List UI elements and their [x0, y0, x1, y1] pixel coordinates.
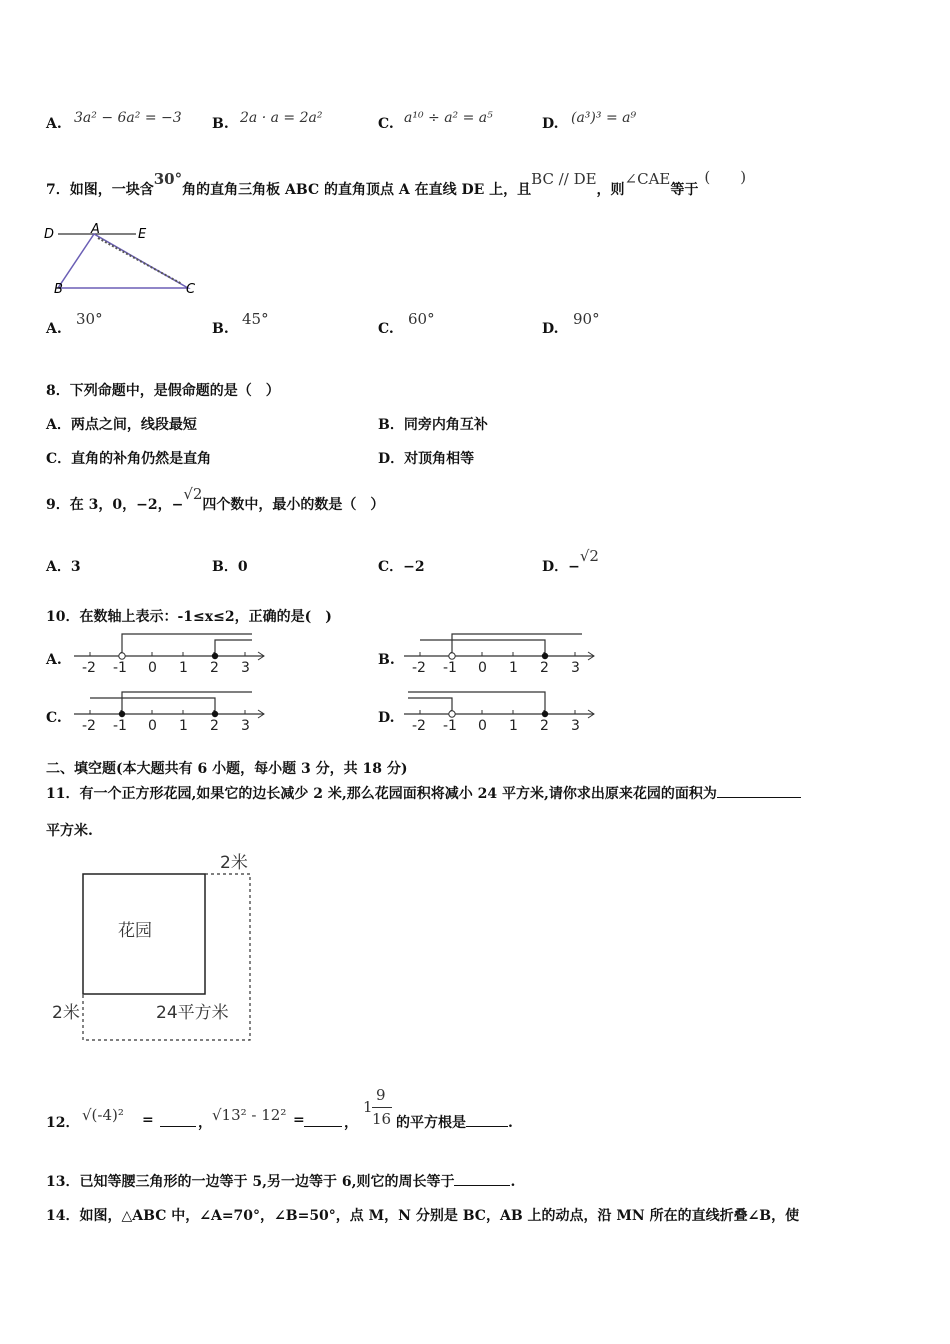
tick-label: -1	[443, 718, 457, 734]
q11-stem: 11．有一个正方形花园,如果它的边长减少 2 米,那么花园面积将减小 24 平方米,请你求出原来花园的面积为	[46, 783, 801, 803]
closed-dot	[542, 711, 548, 717]
tick-label: 3	[241, 660, 250, 676]
q8-option-a: A．两点之间，线段最短	[46, 417, 197, 433]
q7-option-c-value: 60°	[408, 310, 435, 328]
tick-label: -1	[113, 718, 127, 734]
tick-label: 0	[148, 718, 157, 734]
q7-answer-paren: ( )	[704, 168, 747, 186]
q12-eq1: =	[142, 1112, 154, 1128]
q7-angle-cae: ∠CAE	[624, 170, 671, 188]
q10-numberline-d	[400, 688, 600, 734]
q8-option-c: C．直角的补角仍然是直角	[46, 451, 212, 467]
q6-option-c-label: C.	[378, 116, 394, 132]
q7-angle: 30°	[153, 170, 183, 188]
q11-garden-figure	[46, 850, 266, 1048]
q10-option-d-label: D.	[378, 710, 395, 726]
tick-label: -1	[443, 660, 457, 676]
tick-label: 2	[540, 660, 549, 676]
garden-label: 花园	[118, 921, 152, 941]
q6-option-d-expr: (a³)³ = a⁹	[571, 110, 637, 126]
q9-option-c: C．−2	[378, 559, 425, 575]
q12-num: 12．	[46, 1115, 80, 1131]
tick-label: 0	[478, 660, 487, 676]
q6-option-b-label: B.	[212, 116, 229, 132]
q11-answer-blank[interactable]	[717, 783, 801, 798]
q7-option-b-value: 45°	[242, 310, 269, 328]
q11-unit: 平方米.	[46, 823, 93, 839]
q12-mixed-denominator: 16	[372, 1110, 392, 1128]
q6-option-b-expr: 2a · a = 2a²	[240, 110, 323, 126]
tick-label: -2	[412, 718, 426, 734]
label-b: B	[54, 282, 63, 297]
q7-stem: 7．如图，一块含30°角的直角三角板 ABC 的直角顶点 A 在直线 DE 上，且BC // DE，则∠CAE等于( )	[46, 168, 747, 198]
tick-label: 3	[571, 660, 580, 676]
label-e: E	[138, 227, 147, 242]
tick-label: 1	[509, 660, 518, 676]
q10-option-a-label: A.	[46, 652, 62, 668]
label-c: C	[186, 282, 196, 297]
label-a: A	[91, 222, 100, 237]
area-label: 24平方米	[156, 1003, 229, 1023]
q8-stem: 8．下列命题中，是假命题的是（ ）	[46, 383, 280, 399]
tick-label: -2	[82, 660, 96, 676]
tick-label: 0	[148, 660, 157, 676]
q8-option-d: D．对顶角相等	[378, 451, 475, 467]
q10-numberline-c	[70, 688, 270, 734]
q12-blank1[interactable]	[160, 1112, 196, 1127]
q14-stem: 14．如图，△ABC 中，∠A=70°，∠B=50°，点 M，N 分别是 BC，AB 上的动点，沿 MN 所在的直线折叠∠B，使	[46, 1208, 800, 1224]
q7-parallel: BC // DE	[531, 170, 597, 188]
top-2m-label: 2米	[220, 853, 248, 873]
q12-expr1: √(-4)²	[82, 1106, 124, 1124]
q13-stem: 13．已知等腰三角形的一边等于 5,另一边等于 6,则它的周长等于 .	[46, 1171, 515, 1191]
closed-dot	[119, 711, 125, 717]
label-d: D	[44, 227, 55, 242]
tick-label: 1	[179, 718, 188, 734]
q9-option-a: A．3	[46, 559, 81, 575]
q6-option-c-expr: a¹⁰ ÷ a² = a⁵	[404, 110, 493, 126]
q12-mixed-numerator: 9	[376, 1086, 386, 1104]
open-dot	[449, 711, 455, 717]
q8-option-b: B．同旁内角互补	[378, 417, 488, 433]
tick-label: -2	[82, 718, 96, 734]
open-dot	[119, 653, 125, 659]
q12-blank3[interactable]	[466, 1112, 508, 1127]
q12-sep1: ，	[198, 1115, 212, 1131]
closed-dot	[212, 711, 218, 717]
closed-dot	[542, 653, 548, 659]
q10-option-b-label: B.	[378, 652, 395, 668]
q10-option-c-label: C.	[46, 710, 62, 726]
open-dot	[449, 653, 455, 659]
q6-option-a-expr: 3a² − 6a² = −3	[74, 110, 182, 126]
q7-option-d-value: 90°	[573, 310, 600, 328]
tick-label: 2	[540, 718, 549, 734]
section-heading-fill-in: 二、填空题(本大题共有 6 小题，每小题 3 分，共 18 分)	[46, 761, 408, 777]
tick-label: -2	[412, 660, 426, 676]
q12-eq2: =	[293, 1112, 305, 1128]
q9-stem: 9．在 3，0，−2，−√2四个数中，最小的数是（ ）	[46, 485, 385, 513]
tick-label: 3	[571, 718, 580, 734]
q13-answer-blank[interactable]	[454, 1171, 510, 1186]
left-2m-label: 2米	[52, 1003, 80, 1023]
q10-numberline-b	[400, 630, 600, 676]
tick-label: 0	[478, 718, 487, 734]
q7-option-d-label: D.	[542, 321, 559, 337]
q9-option-b: B．0	[212, 559, 248, 575]
q7-option-a-value: 30°	[76, 310, 103, 328]
q9-sqrt2: √2	[183, 485, 203, 503]
q12-mixed-whole: 1	[363, 1098, 373, 1116]
q10-stem: 10．在数轴上表示：-1≤x≤2，正确的是( )	[46, 609, 332, 625]
q12-fraction-bar	[372, 1107, 392, 1108]
q7-triangle-figure	[40, 218, 210, 300]
q7-option-a-label: A.	[46, 321, 62, 337]
q6-option-d-label: D.	[542, 116, 559, 132]
tick-label: -1	[113, 660, 127, 676]
tick-label: 3	[241, 718, 250, 734]
q7-option-b-label: B.	[212, 321, 229, 337]
closed-dot	[212, 653, 218, 659]
tick-label: 1	[509, 718, 518, 734]
q12-expr2: √13² - 12²	[212, 1106, 287, 1124]
q6-option-a-label: A.	[46, 116, 62, 132]
tick-label: 2	[210, 718, 219, 734]
q12-sep2: ，	[344, 1115, 358, 1131]
tick-label: 2	[210, 660, 219, 676]
q10-numberline-a	[70, 630, 270, 676]
q12-blank2[interactable]	[304, 1112, 342, 1127]
q12-tail: 的平方根是 .	[396, 1112, 513, 1132]
tick-label: 1	[179, 660, 188, 676]
q9-option-d: D．−√2	[542, 547, 599, 575]
q7-option-c-label: C.	[378, 321, 394, 337]
